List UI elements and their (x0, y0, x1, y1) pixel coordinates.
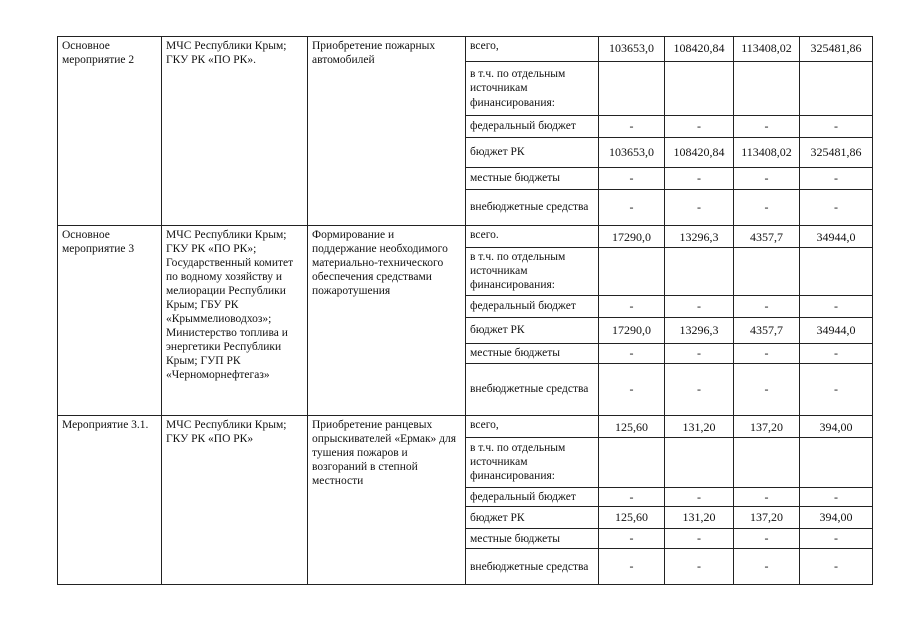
amount-cell: 394,00 (800, 415, 873, 437)
amount-cell: - (800, 295, 873, 317)
amount-cell: 17290,0 (599, 317, 665, 343)
amount-cell: 4357,7 (734, 317, 800, 343)
amount-cell: - (665, 487, 734, 507)
funding-source: всего, (466, 37, 599, 62)
amount-cell: - (734, 487, 800, 507)
amount-cell: - (734, 190, 800, 226)
amount-cell: 125,60 (599, 507, 665, 529)
amount-cell: - (665, 529, 734, 549)
amount-cell: 113408,02 (734, 138, 800, 168)
amount-cell: - (800, 116, 873, 138)
funding-source: бюджет РК (466, 317, 599, 343)
amount-cell: 137,20 (734, 507, 800, 529)
amount-cell: 394,00 (800, 507, 873, 529)
amount-cell: - (734, 549, 800, 585)
funding-source: всего, (466, 415, 599, 437)
amount-cell: 108420,84 (665, 138, 734, 168)
amount-cell: 4357,7 (734, 226, 800, 248)
amount-cell: 131,20 (665, 507, 734, 529)
activity-name: Основное мероприятие 3 (58, 226, 162, 416)
amount-cell: 108420,84 (665, 37, 734, 62)
amount-cell: 113408,02 (734, 37, 800, 62)
funding-source: внебюджетные средства (466, 363, 599, 415)
amount-cell: 17290,0 (599, 226, 665, 248)
amount-cell (800, 437, 873, 487)
amount-cell: - (599, 116, 665, 138)
funding-source: в т.ч. по отдельным источникам финансирования: (466, 247, 599, 295)
amount-cell (665, 62, 734, 116)
amount-cell: 13296,3 (665, 226, 734, 248)
amount-cell: - (800, 487, 873, 507)
table-row (58, 37, 873, 62)
funding-source: федеральный бюджет (466, 295, 599, 317)
amount-cell (800, 247, 873, 295)
amount-cell: - (734, 529, 800, 549)
amount-cell: - (800, 343, 873, 363)
amount-cell (665, 437, 734, 487)
amount-cell: - (665, 295, 734, 317)
amount-cell: - (599, 529, 665, 549)
amount-cell: - (800, 190, 873, 226)
amount-cell: 34944,0 (800, 317, 873, 343)
amount-cell: - (800, 549, 873, 585)
amount-cell: - (599, 295, 665, 317)
amount-cell: - (734, 168, 800, 190)
activity-executors: МЧС Республики Крым; ГКУ РК «ПО РК»; Государственный комитет по водному хозяйству и мелиорации Республики Крым; ГБУ РК «Крыммелиоводхоз»; Министерство топлива и энергетики Республики Крым; ГУП РК «Черноморнефтегаз» (162, 226, 308, 416)
amount-cell: 13296,3 (665, 317, 734, 343)
amount-cell: - (599, 343, 665, 363)
amount-cell: - (599, 168, 665, 190)
funding-source: внебюджетные средства (466, 190, 599, 226)
activity-name: Основное мероприятие 2 (58, 37, 162, 226)
funding-table (57, 36, 873, 585)
funding-source: местные бюджеты (466, 529, 599, 549)
amount-cell: 137,20 (734, 415, 800, 437)
amount-cell: - (800, 363, 873, 415)
funding-source: федеральный бюджет (466, 116, 599, 138)
amount-cell: - (734, 116, 800, 138)
table-row (58, 415, 873, 437)
amount-cell: - (665, 549, 734, 585)
activity-description: Формирование и поддержание необходимого материально-технического обеспечения средствами пожаротушения (308, 226, 466, 416)
amount-cell: 34944,0 (800, 226, 873, 248)
funding-source: местные бюджеты (466, 168, 599, 190)
activity-executors: МЧС Республики Крым; ГКУ РК «ПО РК». (162, 37, 308, 226)
amount-cell: - (599, 549, 665, 585)
amount-cell: - (800, 529, 873, 549)
amount-cell: - (665, 168, 734, 190)
amount-cell (599, 247, 665, 295)
amount-cell (734, 62, 800, 116)
activity-executors: МЧС Республики Крым; ГКУ РК «ПО РК» (162, 415, 308, 585)
activity-description: Приобретение пожарных автомобилей (308, 37, 466, 226)
amount-cell: - (665, 343, 734, 363)
amount-cell: 325481,86 (800, 37, 873, 62)
funding-source: бюджет РК (466, 138, 599, 168)
funding-source: федеральный бюджет (466, 487, 599, 507)
amount-cell: 125,60 (599, 415, 665, 437)
amount-cell: 131,20 (665, 415, 734, 437)
amount-cell: - (665, 116, 734, 138)
table-row (58, 226, 873, 248)
activity-description: Приобретение ранцевых опрыскивателей «Ермак» для тушения пожаров и возгораний в степной местности (308, 415, 466, 585)
funding-source: внебюджетные средства (466, 549, 599, 585)
amount-cell: - (734, 295, 800, 317)
amount-cell: - (800, 168, 873, 190)
amount-cell (599, 62, 665, 116)
funding-source: в т.ч. по отдельным источникам финансирования: (466, 437, 599, 487)
activity-name: Мероприятие 3.1. (58, 415, 162, 585)
funding-source: местные бюджеты (466, 343, 599, 363)
amount-cell: - (734, 343, 800, 363)
amount-cell: - (734, 363, 800, 415)
amount-cell: - (599, 363, 665, 415)
funding-source: бюджет РК (466, 507, 599, 529)
amount-cell: - (599, 487, 665, 507)
amount-cell (599, 437, 665, 487)
amount-cell: 325481,86 (800, 138, 873, 168)
funding-table-body (58, 37, 873, 585)
amount-cell (800, 62, 873, 116)
amount-cell: - (665, 363, 734, 415)
amount-cell (734, 437, 800, 487)
amount-cell (665, 247, 734, 295)
amount-cell: - (599, 190, 665, 226)
amount-cell: - (665, 190, 734, 226)
funding-source: всего. (466, 226, 599, 248)
amount-cell (734, 247, 800, 295)
amount-cell: 103653,0 (599, 37, 665, 62)
funding-source: в т.ч. по отдельным источникам финансирования: (466, 62, 599, 116)
amount-cell: 103653,0 (599, 138, 665, 168)
